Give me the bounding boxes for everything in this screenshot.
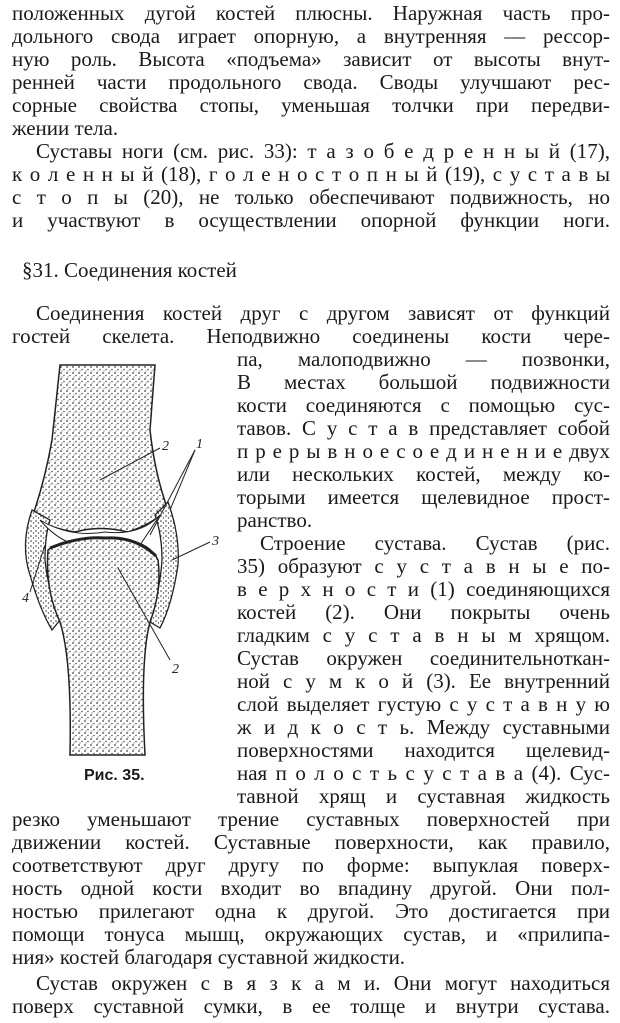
- text-line: тавной хрящ и суставная жидкость: [237, 784, 610, 808]
- text-line: движении костей. Суставные поверхности, как правило,: [12, 830, 610, 854]
- text-line: ния» костей благодаря суставной жидкости.: [12, 945, 406, 969]
- text-line: положенных дугой костей плюсны. Наружная часть про-: [12, 1, 610, 25]
- text-line: сорные свойства стопы, уменьшая толчки при передви-: [12, 93, 610, 117]
- text-line: жении тела.: [12, 116, 119, 140]
- text-line: поверх суставной сумки, в ее толще и внутри сустава.: [12, 994, 610, 1018]
- section-heading: §31. Соединения костей: [22, 258, 237, 282]
- text-line: с т о п ы (20), не только обеспечивают подвижность, но: [12, 185, 610, 209]
- text-line: гостей скелета. Неподвижно соединены кости чере-: [12, 324, 610, 348]
- text-line: костей (2). Они покрыты очень: [237, 600, 610, 624]
- text-line: или нескольких костей, между ко-: [237, 462, 610, 486]
- figure-label: 2: [172, 662, 179, 677]
- joint-figure: [0, 360, 230, 760]
- text-line: тавов. С у с т а в представляет собой: [237, 416, 610, 440]
- text-line: соответствуют друг другу по форме: выпуклая поверх-: [12, 853, 610, 877]
- lower-bone: [48, 538, 160, 755]
- text-line: дольного свода играет опорную, а внутренняя — рессор-: [12, 24, 610, 48]
- text-line: ренней части продольного свода. Своды улучшают рес-: [12, 70, 610, 94]
- text-line: п р е р ы в н о е с о е д и н е н и е двух: [237, 439, 610, 463]
- text-line: ность одной кости входит во впадину другой. Они пол-: [12, 876, 610, 900]
- text-line: 35) образуют с у с т а в н ы е по-: [237, 554, 610, 578]
- text-line: ж и д к о с т ь. Между суставными: [237, 715, 610, 739]
- text-line: помощи тонуса мышц, окружающих сустав, и «прилипа-: [12, 922, 610, 946]
- text-line: Соединения костей друг с другом зависят от функций: [36, 301, 610, 325]
- text-line: и участвуют в осуществлении опорной функции ноги.: [12, 208, 610, 232]
- text-line: Строение сустава. Сустав (рис.: [260, 531, 610, 555]
- text-line: па, малоподвижно — позвонки,: [237, 347, 610, 371]
- figure-label: 3: [212, 534, 219, 549]
- upper-bone: [32, 365, 168, 532]
- text-line: В местах большой подвижности: [237, 370, 610, 394]
- text-line: ную роль. Высота «подъема» зависит от высоты внут-: [12, 47, 610, 71]
- text-line: ная п о л о с т ь с у с т а в а (4). Сус-: [237, 761, 610, 785]
- text-line: к о л е н н ы й (18), г о л е н о с т о п н ы й (19), с у с т а в ы: [12, 162, 610, 186]
- text-line: ной с у м к о й (3). Ее внутренний: [237, 669, 610, 693]
- text-line: резко уменьшают трение суставных поверхностей при: [12, 807, 610, 831]
- text-line: Сустав окружен с в я з к а м и. Они могут находиться: [36, 971, 610, 995]
- text-line: Суставы ноги (см. рис. 33): т а з о б е д р е н н ы й (17),: [36, 139, 610, 163]
- text-line: Сустав окружен соединительноткан-: [237, 646, 610, 670]
- text-line: в е р х н о с т и (1) соединяющихся: [237, 577, 610, 601]
- text-line: кости соединяются с помощью сус-: [237, 393, 610, 417]
- text-line: поверхностями находится щелевид-: [237, 738, 610, 762]
- text-line: слой выделяет густую с у с т а в н у ю: [237, 692, 610, 716]
- text-line: ранство.: [237, 508, 313, 532]
- text-line: торыми имеется щелевидное прост-: [237, 485, 610, 509]
- figure-label: 2: [162, 439, 169, 454]
- joint-diagram: [0, 360, 230, 760]
- figure-label: 4: [22, 591, 29, 606]
- text-line: ностью прилегают одна к другой. Это достигается при: [12, 899, 610, 923]
- text-line: гладким с у с т а в н ы м хрящом.: [237, 623, 610, 647]
- figure-label: 1: [196, 437, 203, 452]
- figure-caption: Рис. 35.: [84, 767, 145, 784]
